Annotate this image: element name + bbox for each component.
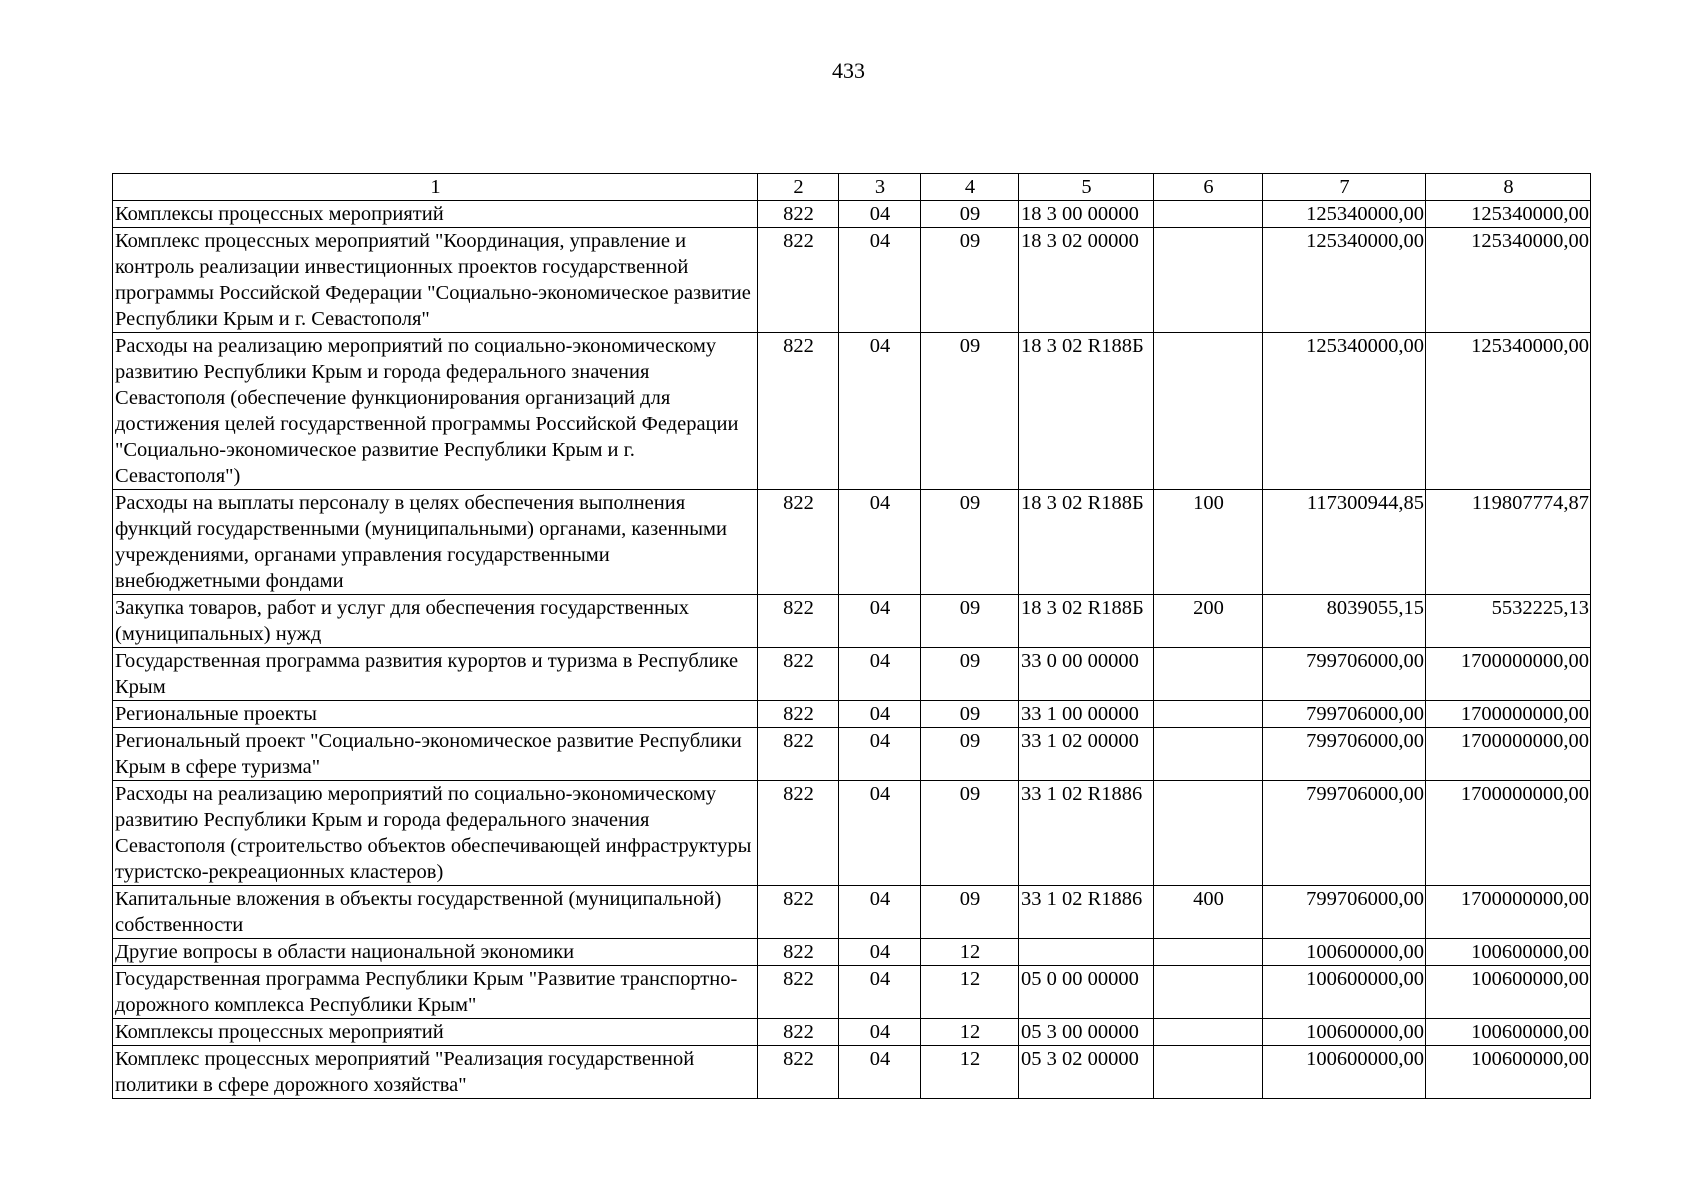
row-name: Комплексы процессных мероприятий bbox=[113, 201, 758, 228]
cell-amount-2: 1700000000,00 bbox=[1426, 701, 1591, 728]
row-name: Региональный проект "Социально-экономическое развитие Республики Крым в сфере туризма" bbox=[113, 728, 758, 781]
cell-expense-type: 200 bbox=[1154, 595, 1263, 648]
cell-section: 04 bbox=[839, 228, 921, 333]
table-row bbox=[113, 728, 1591, 781]
column-header: 3 bbox=[839, 174, 921, 201]
column-header: 1 bbox=[113, 174, 758, 201]
cell-subsection: 12 bbox=[921, 1046, 1019, 1099]
cell-amount-1: 799706000,00 bbox=[1263, 728, 1426, 781]
cell-expense-type: 100 bbox=[1154, 490, 1263, 595]
cell-admin-code: 822 bbox=[758, 728, 839, 781]
table-row bbox=[113, 781, 1591, 886]
cell-amount-1: 100600000,00 bbox=[1263, 1019, 1426, 1046]
cell-expense-type bbox=[1154, 939, 1263, 966]
cell-subsection: 12 bbox=[921, 1019, 1019, 1046]
cell-expense-type: 400 bbox=[1154, 886, 1263, 939]
cell-target-code: 18 3 02 R188Б bbox=[1019, 595, 1154, 648]
table-row bbox=[113, 333, 1591, 490]
row-name: Расходы на выплаты персоналу в целях обеспечения выполнения функций государственными (муниципальными) органами, казенными учреждениями, органами управления государственными внебюджетными фондами bbox=[113, 490, 758, 595]
cell-amount-1: 100600000,00 bbox=[1263, 939, 1426, 966]
column-header: 8 bbox=[1426, 174, 1591, 201]
cell-target-code: 33 1 00 00000 bbox=[1019, 701, 1154, 728]
table-row bbox=[113, 701, 1591, 728]
cell-section: 04 bbox=[839, 728, 921, 781]
cell-section: 04 bbox=[839, 701, 921, 728]
row-name: Региональные проекты bbox=[113, 701, 758, 728]
row-name: Расходы на реализацию мероприятий по социально-экономическому развитию Республики Крым и города федерального значения Севастополя (строительство объектов обеспечивающей инфраструктуры туристско-рекреационных кластеров) bbox=[113, 781, 758, 886]
cell-expense-type bbox=[1154, 333, 1263, 490]
cell-amount-2: 119807774,87 bbox=[1426, 490, 1591, 595]
column-header: 5 bbox=[1019, 174, 1154, 201]
cell-subsection: 09 bbox=[921, 701, 1019, 728]
cell-expense-type bbox=[1154, 728, 1263, 781]
cell-target-code: 33 0 00 00000 bbox=[1019, 648, 1154, 701]
header-row bbox=[113, 174, 1591, 201]
page-number: 433 bbox=[832, 58, 865, 83]
cell-subsection: 09 bbox=[921, 201, 1019, 228]
cell-amount-2: 100600000,00 bbox=[1426, 1019, 1591, 1046]
cell-target-code: 18 3 02 R188Б bbox=[1019, 490, 1154, 595]
cell-expense-type bbox=[1154, 1046, 1263, 1099]
cell-admin-code: 822 bbox=[758, 648, 839, 701]
cell-expense-type bbox=[1154, 781, 1263, 886]
cell-target-code: 18 3 02 R188Б bbox=[1019, 333, 1154, 490]
table-row bbox=[113, 201, 1591, 228]
cell-amount-2: 5532225,13 bbox=[1426, 595, 1591, 648]
cell-amount-1: 100600000,00 bbox=[1263, 1046, 1426, 1099]
row-name: Закупка товаров, работ и услуг для обеспечения государственных (муниципальных) нужд bbox=[113, 595, 758, 648]
cell-admin-code: 822 bbox=[758, 886, 839, 939]
table-row bbox=[113, 966, 1591, 1019]
cell-target-code: 18 3 02 00000 bbox=[1019, 228, 1154, 333]
cell-amount-2: 1700000000,00 bbox=[1426, 648, 1591, 701]
cell-section: 04 bbox=[839, 939, 921, 966]
cell-target-code: 05 3 02 00000 bbox=[1019, 1046, 1154, 1099]
cell-admin-code: 822 bbox=[758, 939, 839, 966]
cell-target-code: 05 0 00 00000 bbox=[1019, 966, 1154, 1019]
cell-section: 04 bbox=[839, 201, 921, 228]
cell-amount-2: 125340000,00 bbox=[1426, 228, 1591, 333]
table-row bbox=[113, 939, 1591, 966]
row-name: Комплексы процессных мероприятий bbox=[113, 1019, 758, 1046]
cell-admin-code: 822 bbox=[758, 201, 839, 228]
column-header: 4 bbox=[921, 174, 1019, 201]
row-name: Государственная программа Республики Крым "Развитие транспортно-дорожного комплекса Республики Крым" bbox=[113, 966, 758, 1019]
table-row bbox=[113, 1019, 1591, 1046]
cell-subsection: 09 bbox=[921, 333, 1019, 490]
budget-table bbox=[112, 173, 1591, 1099]
cell-section: 04 bbox=[839, 886, 921, 939]
cell-amount-1: 799706000,00 bbox=[1263, 886, 1426, 939]
cell-target-code: 05 3 00 00000 bbox=[1019, 1019, 1154, 1046]
cell-section: 04 bbox=[839, 1046, 921, 1099]
cell-amount-2: 1700000000,00 bbox=[1426, 781, 1591, 886]
cell-section: 04 bbox=[839, 966, 921, 1019]
table-row bbox=[113, 886, 1591, 939]
row-name: Расходы на реализацию мероприятий по социально-экономическому развитию Республики Крым и города федерального значения Севастополя (обеспечение функционирования организаций для достижения целей государственной программы Российской Федерации "Социально-экономическое развитие Республики Крым и г. Севастополя") bbox=[113, 333, 758, 490]
cell-amount-2: 100600000,00 bbox=[1426, 1046, 1591, 1099]
cell-amount-2: 125340000,00 bbox=[1426, 201, 1591, 228]
cell-amount-1: 799706000,00 bbox=[1263, 701, 1426, 728]
cell-subsection: 09 bbox=[921, 490, 1019, 595]
row-name: Комплекс процессных мероприятий "Координация, управление и контроль реализации инвестиционных проектов государственной программы Российской Федерации "Социально-экономическое развитие Республики Крым и г. Севастополя" bbox=[113, 228, 758, 333]
cell-amount-2: 125340000,00 bbox=[1426, 333, 1591, 490]
cell-section: 04 bbox=[839, 595, 921, 648]
table-row bbox=[113, 228, 1591, 333]
cell-section: 04 bbox=[839, 781, 921, 886]
cell-target-code: 33 1 02 R1886 bbox=[1019, 781, 1154, 886]
cell-expense-type bbox=[1154, 648, 1263, 701]
column-header: 7 bbox=[1263, 174, 1426, 201]
table-row bbox=[113, 648, 1591, 701]
cell-target-code: 18 3 00 00000 bbox=[1019, 201, 1154, 228]
cell-subsection: 09 bbox=[921, 228, 1019, 333]
cell-amount-2: 100600000,00 bbox=[1426, 966, 1591, 1019]
cell-expense-type bbox=[1154, 228, 1263, 333]
cell-admin-code: 822 bbox=[758, 966, 839, 1019]
cell-amount-1: 100600000,00 bbox=[1263, 966, 1426, 1019]
cell-amount-1: 799706000,00 bbox=[1263, 648, 1426, 701]
cell-target-code: 33 1 02 R1886 bbox=[1019, 886, 1154, 939]
cell-subsection: 12 bbox=[921, 939, 1019, 966]
cell-admin-code: 822 bbox=[758, 1046, 839, 1099]
table-row bbox=[113, 490, 1591, 595]
row-name: Другие вопросы в области национальной экономики bbox=[113, 939, 758, 966]
column-header: 2 bbox=[758, 174, 839, 201]
row-name: Комплекс процессных мероприятий "Реализация государственной политики в сфере дорожного хозяйства" bbox=[113, 1046, 758, 1099]
cell-subsection: 09 bbox=[921, 781, 1019, 886]
cell-section: 04 bbox=[839, 1019, 921, 1046]
table-row bbox=[113, 595, 1591, 648]
cell-section: 04 bbox=[839, 648, 921, 701]
cell-expense-type bbox=[1154, 701, 1263, 728]
cell-admin-code: 822 bbox=[758, 701, 839, 728]
table-row bbox=[113, 1046, 1591, 1099]
cell-expense-type bbox=[1154, 1019, 1263, 1046]
cell-amount-2: 100600000,00 bbox=[1426, 939, 1591, 966]
cell-admin-code: 822 bbox=[758, 333, 839, 490]
cell-amount-1: 125340000,00 bbox=[1263, 333, 1426, 490]
cell-subsection: 09 bbox=[921, 595, 1019, 648]
column-header: 6 bbox=[1154, 174, 1263, 201]
cell-amount-1: 117300944,85 bbox=[1263, 490, 1426, 595]
row-name: Государственная программа развития курортов и туризма в Республике Крым bbox=[113, 648, 758, 701]
cell-amount-1: 125340000,00 bbox=[1263, 201, 1426, 228]
cell-expense-type bbox=[1154, 201, 1263, 228]
cell-subsection: 12 bbox=[921, 966, 1019, 1019]
cell-amount-1: 799706000,00 bbox=[1263, 781, 1426, 886]
cell-target-code bbox=[1019, 939, 1154, 966]
cell-target-code: 33 1 02 00000 bbox=[1019, 728, 1154, 781]
cell-admin-code: 822 bbox=[758, 595, 839, 648]
cell-amount-1: 125340000,00 bbox=[1263, 228, 1426, 333]
cell-amount-1: 8039055,15 bbox=[1263, 595, 1426, 648]
cell-subsection: 09 bbox=[921, 648, 1019, 701]
cell-section: 04 bbox=[839, 333, 921, 490]
cell-admin-code: 822 bbox=[758, 228, 839, 333]
cell-subsection: 09 bbox=[921, 728, 1019, 781]
cell-amount-2: 1700000000,00 bbox=[1426, 886, 1591, 939]
row-name: Капитальные вложения в объекты государственной (муниципальной) собственности bbox=[113, 886, 758, 939]
cell-amount-2: 1700000000,00 bbox=[1426, 728, 1591, 781]
cell-admin-code: 822 bbox=[758, 781, 839, 886]
cell-subsection: 09 bbox=[921, 886, 1019, 939]
cell-section: 04 bbox=[839, 490, 921, 595]
cell-admin-code: 822 bbox=[758, 1019, 839, 1046]
cell-expense-type bbox=[1154, 966, 1263, 1019]
cell-admin-code: 822 bbox=[758, 490, 839, 595]
